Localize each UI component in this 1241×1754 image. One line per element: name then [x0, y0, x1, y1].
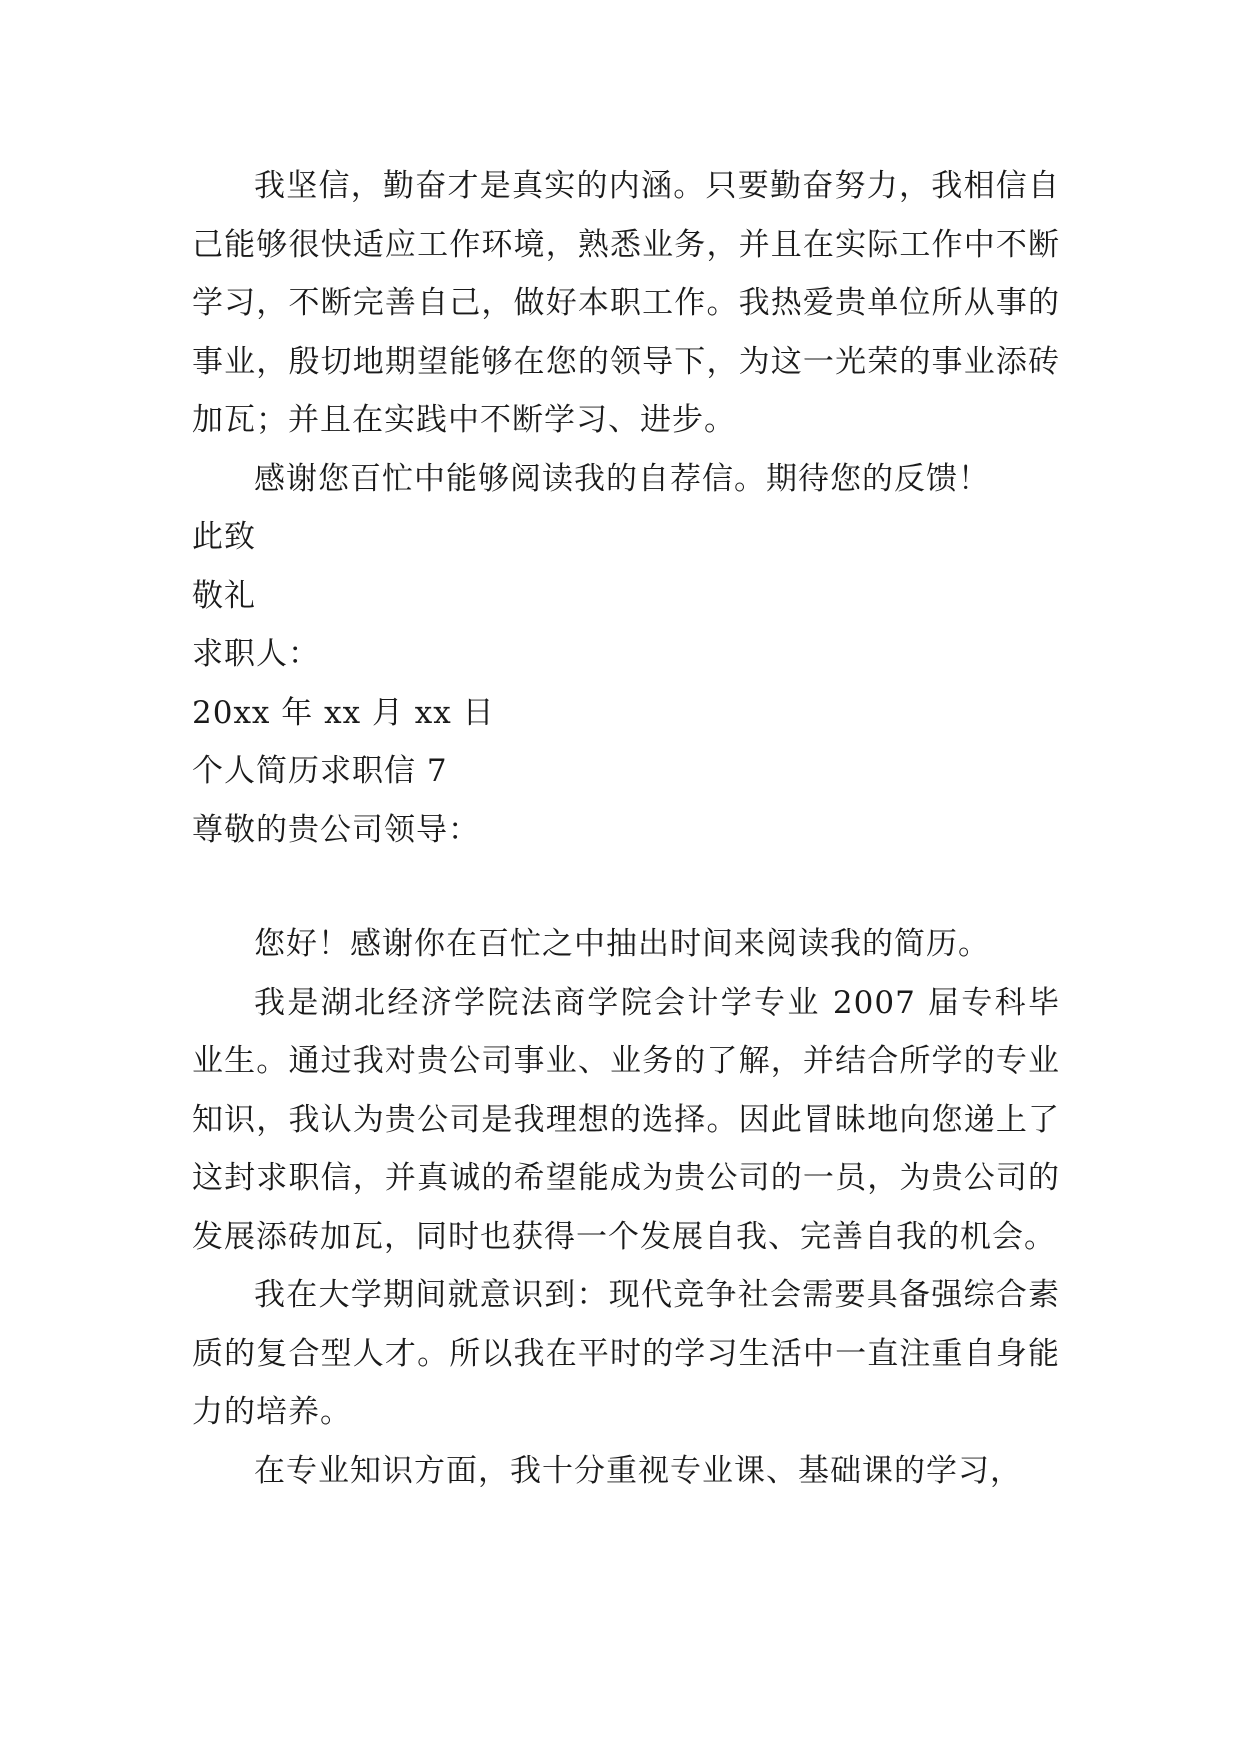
section-heading: 个人简历求职信 7 — [192, 753, 448, 789]
paragraph-introduction: 我是湖北经济学院法商学院会计学专业 2007 届专科毕业生。通过我对贵公司事业、业务的了解，并结合所学的专业知识，我认为贵公司是我理想的选择。因此冒昧地向您递上了这封求职信，并真诚的希望能成为贵公司的一员，为贵公司的发展添砖加瓦，同时也获得一个发展自我、完善自我的机会。 — [192, 984, 1060, 1255]
paragraph-diligence: 我坚信，勤奋才是真实的内涵。只要勤奋努力，我相信自己能够很快适应工作环境，熟悉业务，并且在实际工作中不断学习，不断完善自己，做好本职工作。我热爱贵单位所从事的事业，殷切地期望能够在您的领导下，为这一光荣的事业添砖加瓦；并且在实践中不断学习、进步。 — [192, 168, 1060, 438]
letter-closing-section — [192, 157, 1060, 859]
paragraph-greeting: 您好！感谢你在百忙之中抽出时间来阅读我的简历。 — [254, 926, 990, 962]
letter-date: 20xx 年 xx 月 xx 日 — [192, 694, 495, 731]
paragraph-professional-knowledge: 在专业知识方面，我十分重视专业课、基础课的学习， — [254, 1452, 1022, 1489]
signer-label: 求职人： — [192, 636, 320, 672]
paragraph-thanks: 感谢您百忙中能够阅读我的自荐信。期待您的反馈！ — [254, 460, 990, 497]
paragraph-awareness: 我在大学期间就意识到：现代竞争社会需要具备强综合素质的复合型人才。所以我在平时的学习生活中一直注重自身能力的培养。 — [192, 1277, 1060, 1430]
letter-body-section — [192, 915, 1060, 1500]
closing-line-2: 敬礼 — [192, 577, 256, 614]
salutation: 尊敬的贵公司领导： — [192, 811, 480, 848]
closing-line-1: 此致 — [192, 519, 256, 555]
